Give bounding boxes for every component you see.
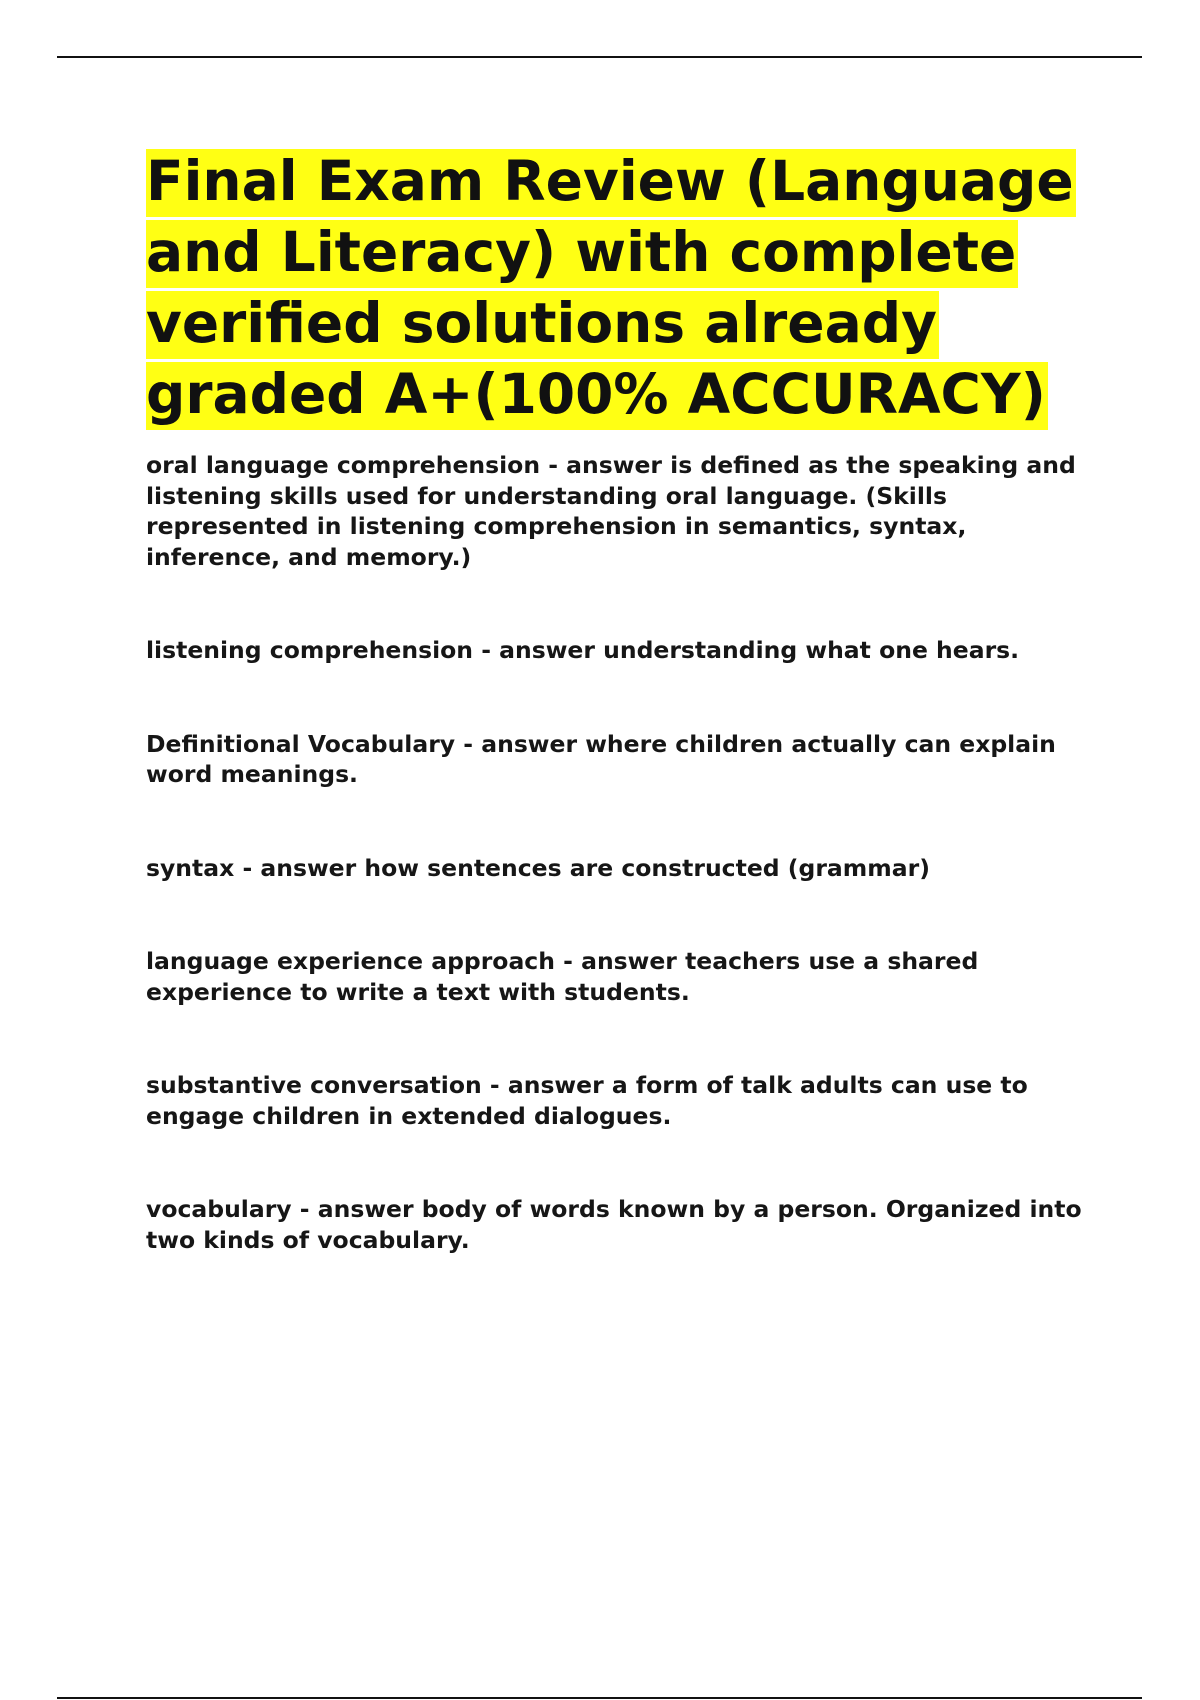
- entry-definitional-vocabulary: Definitional Vocabulary - answer where children actually can explain word meanings.: [146, 729, 1056, 788]
- document-body: [146, 146, 1106, 1255]
- bottom-rule: [57, 1697, 1142, 1699]
- entry-list: [146, 450, 1106, 1255]
- top-rule: [57, 56, 1142, 58]
- entry-language-experience-approach: language experience approach - answer teachers use a shared experience to write a text with students.: [146, 947, 979, 1006]
- entry-listening-comprehension: listening comprehension - answer understanding what one hears.: [146, 636, 1020, 664]
- entry-vocabulary: vocabulary - answer body of words known by a person. Organized into two kinds of vocabulary.: [146, 1195, 1082, 1254]
- entry-syntax: syntax - answer how sentences are constructed (grammar): [146, 853, 930, 882]
- entry-substantive-conversation: substantive conversation - answer a form of talk adults can use to engage children in extended dialogues.: [146, 1071, 1028, 1130]
- entry-oral-language-comprehension: oral language comprehension - answer is defined as the speaking and listening skills used for understanding oral language. (Skills represented in listening comprehension in semantics, syntax, inference, and memory.): [146, 451, 1076, 571]
- title-highlight: Final Exam Review (Language and Literacy) with complete verified solutions already graded A+(100% ACCURACY): [146, 149, 1076, 430]
- document-title: [146, 146, 1106, 430]
